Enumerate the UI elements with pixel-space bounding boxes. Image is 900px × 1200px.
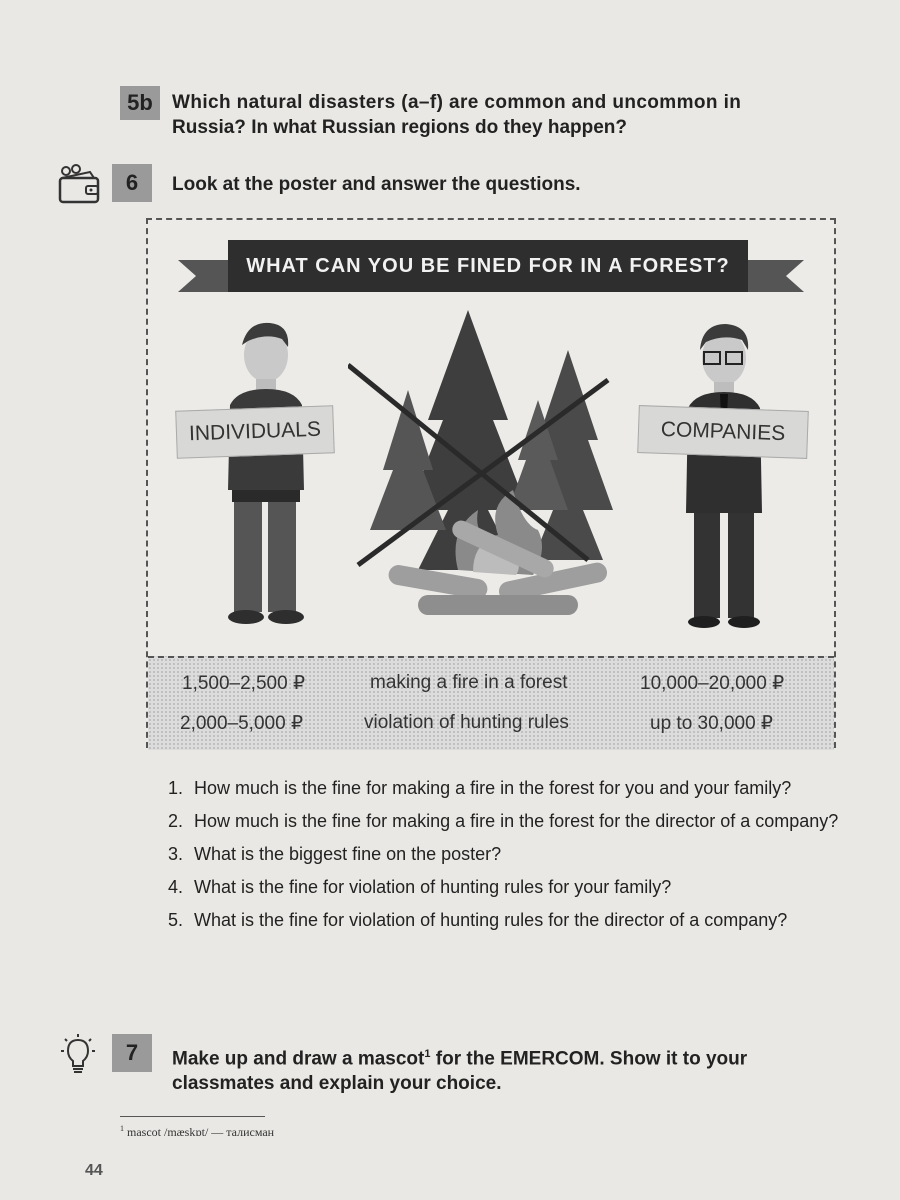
- list-item: 4. What is the fine for violation of hunting rules for your family?: [168, 877, 672, 897]
- task-5b-line1: Which natural disasters (a–f) are common and uncommon in: [172, 92, 742, 113]
- task-5b-badge: 5b: [120, 86, 160, 120]
- footnote-divider: [120, 1116, 265, 1117]
- fine-individuals-hunting: 2,000–5,000 ₽: [180, 713, 304, 734]
- task-7-text: [172, 1042, 862, 1096]
- list-item: 2. How much is the fine for making a fire in the forest for the director of a company?: [168, 811, 839, 831]
- fines-table: [148, 656, 834, 750]
- list-item: 5. What is the fine for violation of hunting rules for the director of a company?: [168, 910, 788, 930]
- fine-companies-fire: 10,000–20,000 ₽: [640, 673, 785, 694]
- forest-fire-crossed-illustration: [348, 310, 648, 630]
- list-item: 1. How much is the fine for making a fire in the forest for you and your family?: [168, 778, 792, 798]
- offence-hunting: violation of hunting rules: [364, 712, 569, 733]
- fine-companies-hunting: up to 30,000 ₽: [650, 713, 774, 734]
- wallet-coins-icon: [56, 164, 106, 206]
- individual-person-illustration: [208, 315, 318, 635]
- companies-sign: COMPANIES: [637, 405, 809, 459]
- task-7-badge: 7: [112, 1034, 152, 1072]
- footnote: $^1$ mascot /mæskɒt/ — талисман: [120, 1124, 275, 1139]
- page-number: 44: [85, 1162, 103, 1179]
- banner-ribbon-right: [744, 256, 804, 296]
- lightbulb-icon: [58, 1034, 98, 1076]
- offence-fire: making a fire in a forest: [370, 672, 568, 693]
- poster-banner-title: WHAT CAN YOU BE FINED FOR IN A FOREST?: [228, 240, 748, 292]
- company-person-illustration: [670, 318, 780, 638]
- fine-individuals-fire: 1,500–2,500 ₽: [182, 673, 306, 694]
- individuals-sign: INDIVIDUALS: [175, 405, 335, 458]
- task-7-line1: Make up and draw a mascot$^1$ for the EMERCOM. Show it to your: [172, 1048, 748, 1070]
- list-item: 3. What is the biggest fine on the poster?: [168, 844, 502, 864]
- task-6-badge: 6: [112, 164, 152, 202]
- task-5b-line2: Russia? In what Russian regions do they happen?: [172, 117, 628, 138]
- task-5b-text: [172, 90, 862, 140]
- task-7-line2: classmates and explain your choice.: [172, 1073, 502, 1095]
- task-6-text: Look at the poster and answer the questions.: [172, 174, 581, 195]
- question-list: [168, 777, 858, 942]
- fines-poster: [146, 218, 836, 748]
